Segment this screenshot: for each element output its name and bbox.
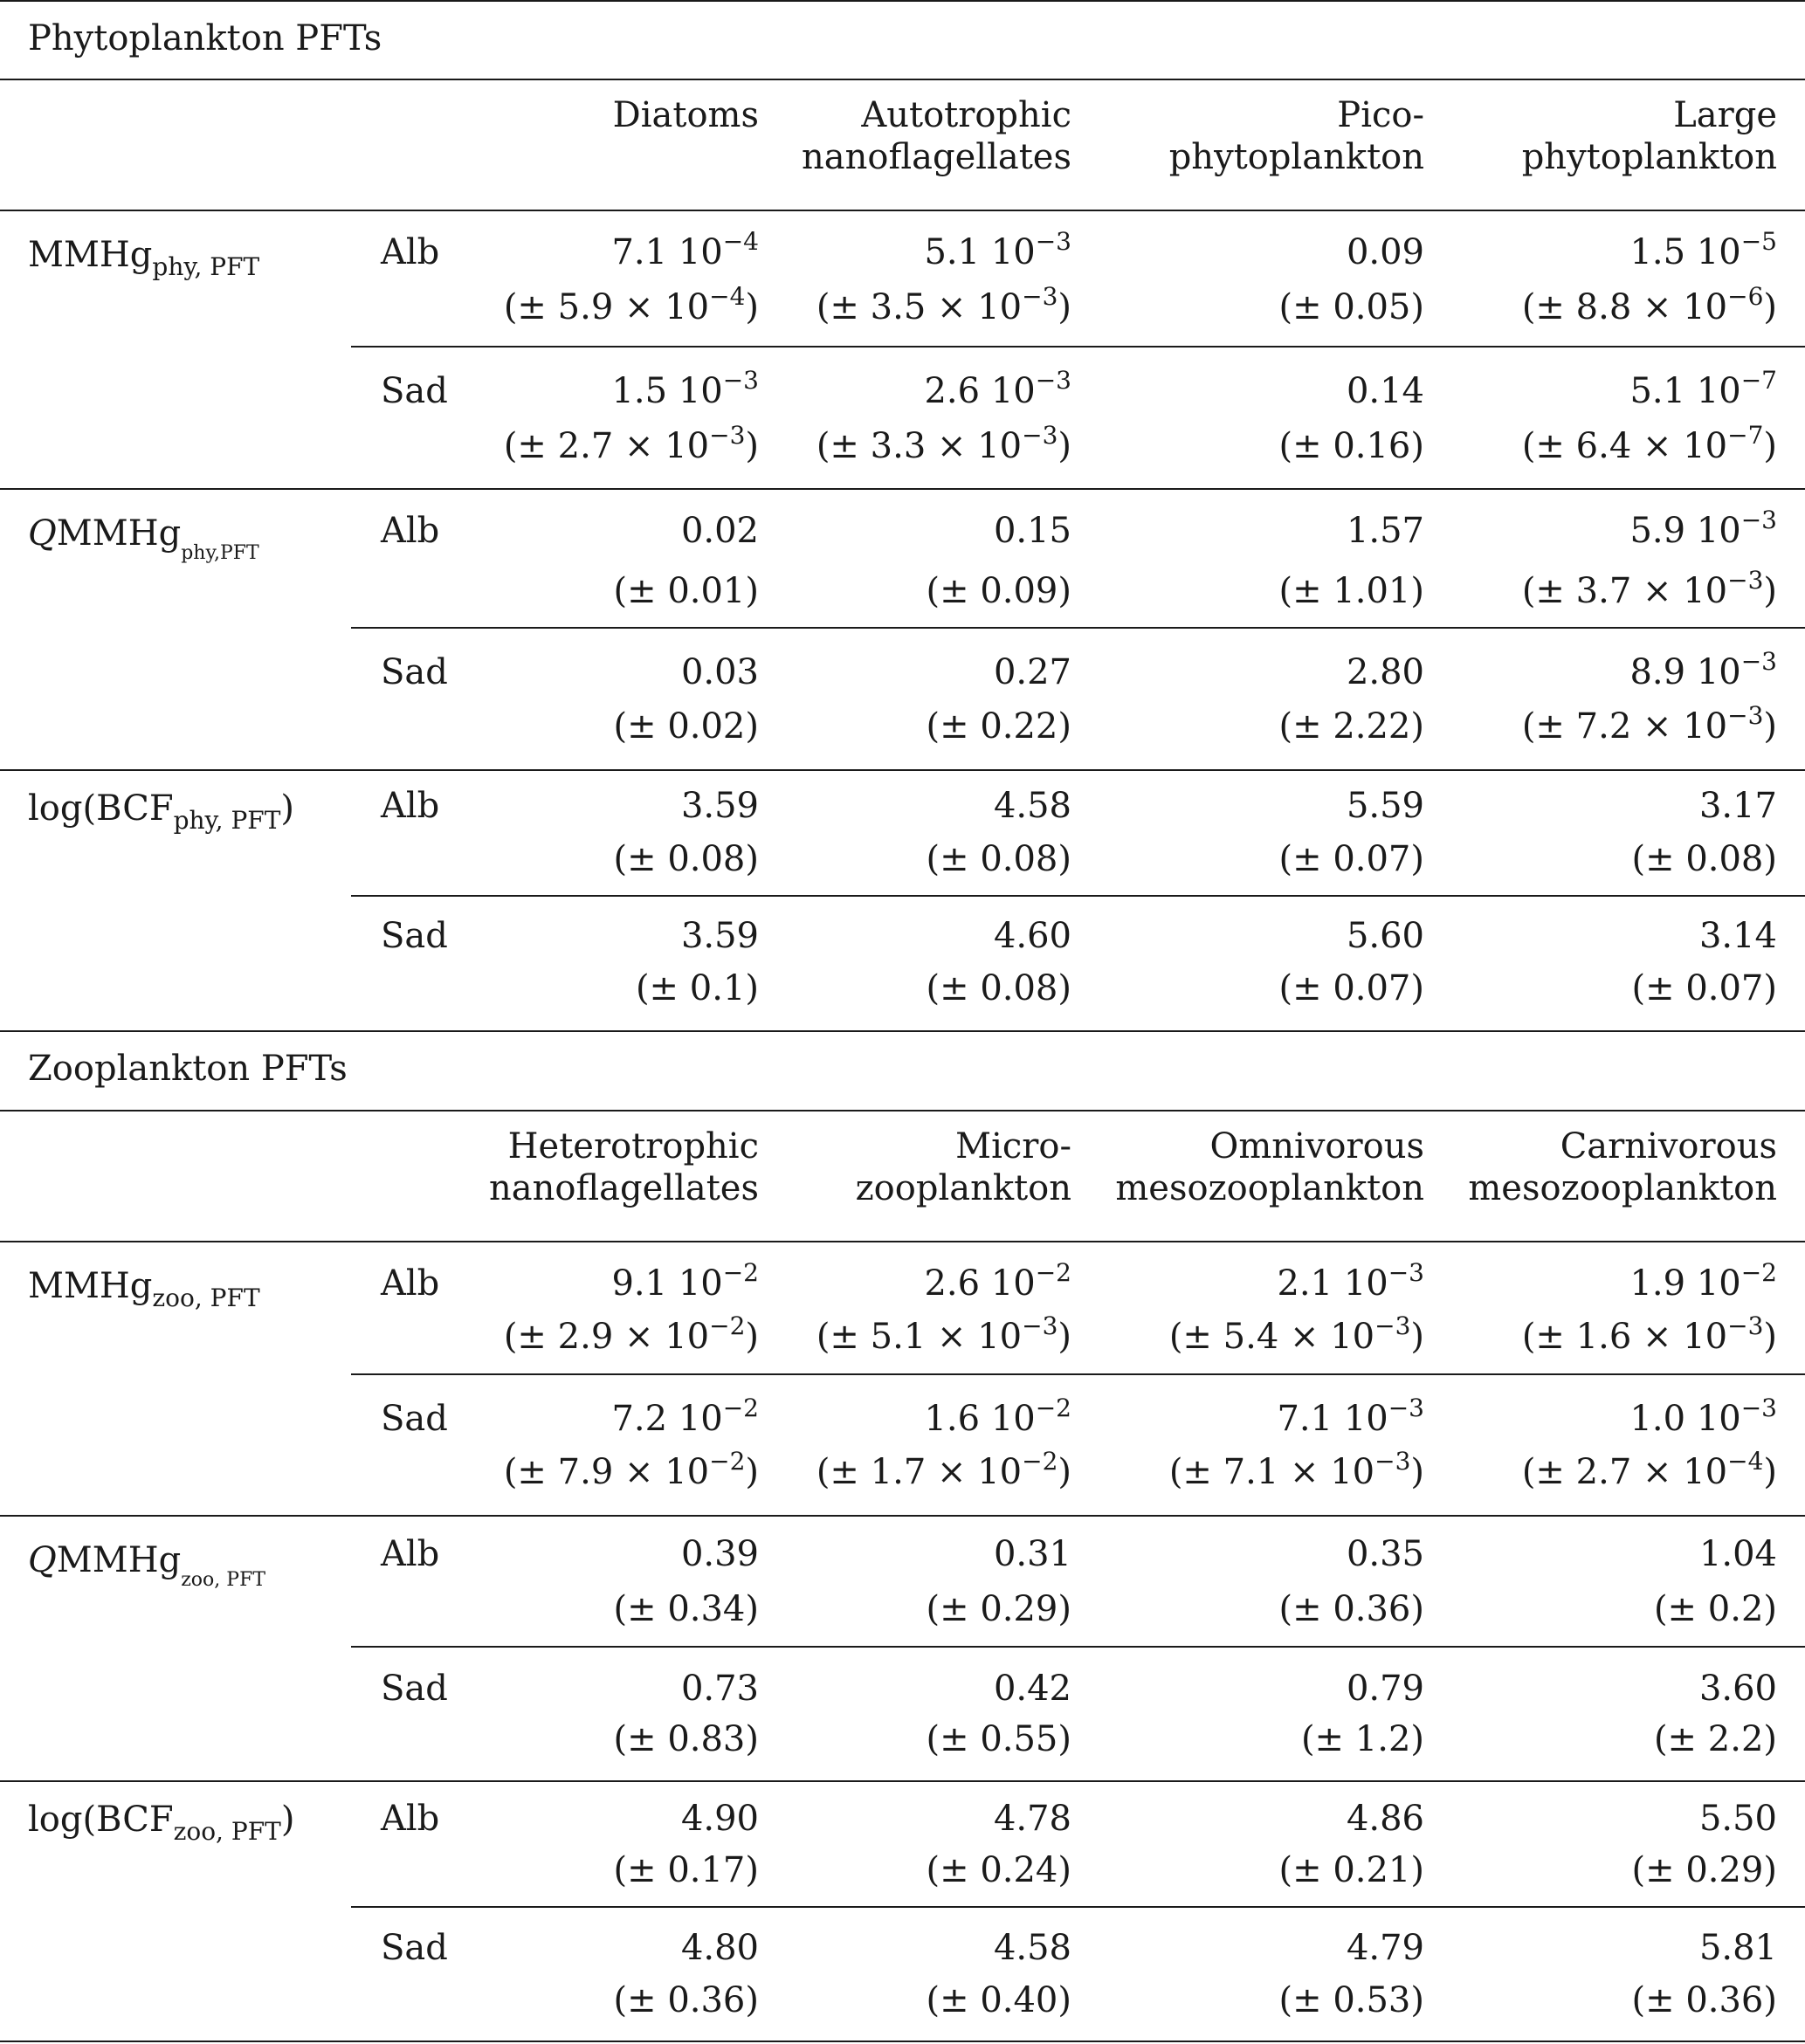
- header-phyto-3: Pico- phytoplankton: [1168, 95, 1424, 177]
- cell-value: 3.60: [1698, 1669, 1777, 1709]
- cell-value: 0.73: [680, 1669, 759, 1709]
- region-label: Alb: [381, 511, 440, 551]
- section-title-zoo: Zooplankton PFTs: [28, 1049, 348, 1089]
- cell-error: (± 0.36): [1631, 1980, 1777, 2020]
- cell-error: (± $2.7 \times 10^{-4}$): [1521, 1447, 1777, 1492]
- cell-error: (± 0.02): [613, 706, 759, 747]
- cell-value: 0.27: [993, 652, 1071, 692]
- cell-value: 0.15: [993, 511, 1071, 551]
- header-zoo-1: Heterotrophic nanoflagellates: [489, 1126, 759, 1208]
- rule-phyto-mmhg-mid: [351, 346, 1805, 348]
- cell-value: 5.60: [1346, 916, 1424, 956]
- rule-phyto-q: [0, 769, 1805, 771]
- rule-zoo-q: [0, 1780, 1805, 1782]
- cell-value: 4.80: [680, 1928, 759, 1968]
- cell-value: 7.1 $10^{-3}$: [1277, 1394, 1424, 1439]
- cell-error: (± $3.5 \times 10^{-3}$): [816, 282, 1071, 327]
- cell-error: (± $6.4 \times 10^{-7}$): [1521, 421, 1777, 466]
- region-label: Sad: [381, 652, 448, 692]
- cell-error: (± 0.34): [613, 1589, 759, 1629]
- cell-error: (± 0.55): [926, 1719, 1071, 1759]
- region-label: Alb: [381, 1534, 440, 1574]
- rule-bottom: [0, 2041, 1805, 2042]
- region-label: Alb: [381, 786, 440, 826]
- header-phyto-4: Large phytoplankton: [1521, 95, 1777, 177]
- rule-zoo-q-mid: [351, 1646, 1805, 1648]
- cell-value: 0.03: [680, 652, 759, 692]
- cell-error: (± 0.22): [926, 706, 1071, 747]
- cell-value: 8.9 $10^{-3}$: [1629, 647, 1777, 692]
- cell-value: 1.5 $10^{-3}$: [611, 366, 759, 411]
- region-label: Alb: [381, 1799, 440, 1839]
- cell-error: (± $8.8 \times 10^{-6}$): [1521, 282, 1777, 327]
- region-label: Sad: [381, 1928, 448, 1968]
- cell-error: (± $5.4 \times 10^{-3}$): [1168, 1311, 1424, 1357]
- cell-error: (± 0.36): [1278, 1589, 1424, 1629]
- row-label-phyto-mmhg: MMHg$_{phy, PFT}$: [28, 235, 260, 281]
- cell-value: 2.6 $10^{-3}$: [924, 366, 1071, 411]
- cell-value: 0.31: [993, 1534, 1071, 1574]
- cell-value: 1.0 $10^{-3}$: [1629, 1394, 1777, 1439]
- cell-value: 0.42: [993, 1669, 1071, 1709]
- cell-value: 9.1 $10^{-2}$: [611, 1258, 759, 1304]
- rule-phyto-bcf-mid: [351, 895, 1805, 897]
- cell-value: 5.81: [1698, 1928, 1777, 1968]
- cell-value: 0.79: [1346, 1669, 1424, 1709]
- header-phyto-1: Diatoms: [612, 95, 759, 135]
- rule-phyto-header: [0, 210, 1805, 211]
- cell-error: (± 1.2): [1300, 1719, 1424, 1759]
- region-label: Alb: [381, 1263, 440, 1304]
- row-label-zoo-q: QMMHg$_{_{zoo, PFT}}$: [28, 1540, 266, 1591]
- cell-value: 0.14: [1346, 371, 1424, 411]
- header-zoo-3: Omnivorous mesozooplankton: [1115, 1126, 1424, 1208]
- region-label: Sad: [381, 1399, 448, 1439]
- cell-value: 5.50: [1698, 1799, 1777, 1839]
- cell-error: (± 0.07): [1278, 839, 1424, 879]
- rule-phyto-mmhg: [0, 488, 1805, 490]
- cell-value: 4.86: [1346, 1799, 1424, 1839]
- rule-top: [0, 0, 1805, 2]
- cell-value: 4.60: [993, 916, 1071, 956]
- cell-error: (± 0.08): [926, 839, 1071, 879]
- cell-error: (± 0.2): [1653, 1589, 1777, 1629]
- cell-value: 4.79: [1346, 1928, 1424, 1968]
- cell-value: 4.58: [993, 786, 1071, 826]
- cell-error: (± 0.08): [613, 839, 759, 879]
- row-label-zoo-mmhg: MMHg$_{zoo, PFT}$: [28, 1266, 260, 1312]
- cell-error: (± 0.07): [1631, 968, 1777, 1008]
- cell-value: 5.1 $10^{-7}$: [1629, 366, 1777, 411]
- cell-value: 5.59: [1346, 786, 1424, 826]
- cell-value: 4.58: [993, 1928, 1071, 1968]
- cell-error: (± $5.9 \times 10^{-4}$): [503, 282, 759, 327]
- cell-error: (± $3.7 \times 10^{-3}$): [1521, 566, 1777, 611]
- cell-error: (± 0.08): [1631, 839, 1777, 879]
- cell-error: (± 2.22): [1278, 706, 1424, 747]
- rule-phyto-title: [0, 79, 1805, 80]
- cell-value: 2.80: [1346, 652, 1424, 692]
- cell-error: (± $3.3 \times 10^{-3}$): [816, 421, 1071, 466]
- rule-phyto-end: [0, 1030, 1805, 1032]
- cell-error: (± $7.2 \times 10^{-3}$): [1521, 701, 1777, 747]
- cell-error: (± 0.40): [926, 1980, 1071, 2020]
- header-zoo-4: Carnivorous mesozooplankton: [1468, 1126, 1777, 1208]
- cell-value: 0.35: [1346, 1534, 1424, 1574]
- cell-value: 1.57: [1346, 511, 1424, 551]
- rule-zoo-bcf-mid: [351, 1906, 1805, 1908]
- cell-error: (± $2.7 \times 10^{-3}$): [503, 421, 759, 466]
- rule-zoo-title: [0, 1110, 1805, 1111]
- cell-value: 3.59: [680, 786, 759, 826]
- row-label-phyto-q: QMMHg$_{_{phy,PFT}}$: [28, 513, 259, 564]
- cell-error: (± 0.53): [1278, 1980, 1424, 2020]
- cell-value: 1.04: [1698, 1534, 1777, 1574]
- cell-error: (± 0.07): [1278, 968, 1424, 1008]
- row-label-zoo-bcf: $\log(BCF_{zoo, PFT})$: [28, 1800, 295, 1846]
- cell-value: 3.17: [1698, 786, 1777, 826]
- region-label: Sad: [381, 371, 448, 411]
- cell-value: 2.1 $10^{-3}$: [1277, 1258, 1424, 1304]
- rule-zoo-mmhg-mid: [351, 1373, 1805, 1375]
- cell-value: 0.09: [1346, 232, 1424, 272]
- cell-error: (± 0.17): [613, 1850, 759, 1890]
- section-title-phyto: Phytoplankton PFTs: [28, 18, 382, 58]
- cell-value: 3.14: [1698, 916, 1777, 956]
- cell-error: (± 0.1): [635, 968, 759, 1008]
- cell-value: 7.1 $10^{-4}$: [611, 227, 759, 272]
- region-label: Alb: [381, 232, 440, 272]
- cell-value: 7.2 $10^{-2}$: [611, 1394, 759, 1439]
- cell-error: (± $7.1 \times 10^{-3}$): [1168, 1447, 1424, 1492]
- cell-value: 4.90: [680, 1799, 759, 1839]
- cell-error: (± 0.09): [926, 571, 1071, 611]
- cell-value: 5.9 $10^{-3}$: [1629, 506, 1777, 551]
- cell-error: (± 0.01): [613, 571, 759, 611]
- header-zoo-2: Micro- zooplankton: [855, 1126, 1071, 1208]
- cell-error: (± 0.05): [1278, 287, 1424, 327]
- cell-error: (± 0.29): [926, 1589, 1071, 1629]
- rule-phyto-q-mid: [351, 627, 1805, 629]
- cell-error: (± 0.08): [926, 968, 1071, 1008]
- cell-value: 1.5 $10^{-5}$: [1629, 227, 1777, 272]
- cell-error: (± 0.29): [1631, 1850, 1777, 1890]
- row-label-phyto-bcf: $\log(BCF_{phy, PFT})$: [28, 788, 295, 835]
- cell-error: (± 1.01): [1278, 571, 1424, 611]
- cell-value: 1.6 $10^{-2}$: [924, 1394, 1071, 1439]
- cell-value: 4.78: [993, 1799, 1071, 1839]
- cell-error: (± 0.83): [613, 1719, 759, 1759]
- cell-error: (± 0.21): [1278, 1850, 1424, 1890]
- cell-error: (± $2.9 \times 10^{-2}$): [503, 1311, 759, 1357]
- header-phyto-2: Autotrophic nanoflagellates: [802, 95, 1071, 177]
- cell-value: 0.39: [680, 1534, 759, 1574]
- cell-value: 3.59: [680, 916, 759, 956]
- cell-error: (± 0.16): [1278, 426, 1424, 466]
- cell-error: (± $5.1 \times 10^{-3}$): [816, 1311, 1071, 1357]
- rule-zoo-mmhg: [0, 1515, 1805, 1517]
- cell-error: (± 0.24): [926, 1850, 1071, 1890]
- cell-error: (± $1.7 \times 10^{-2}$): [816, 1447, 1071, 1492]
- cell-error: (± 0.36): [613, 1980, 759, 2020]
- cell-error: (± $1.6 \times 10^{-3}$): [1521, 1311, 1777, 1357]
- cell-value: 2.6 $10^{-2}$: [924, 1258, 1071, 1304]
- rule-zoo-header: [0, 1241, 1805, 1242]
- cell-value: 5.1 $10^{-3}$: [924, 227, 1071, 272]
- cell-error: (± $7.9 \times 10^{-2}$): [503, 1447, 759, 1492]
- region-label: Sad: [381, 1669, 448, 1709]
- region-label: Sad: [381, 916, 448, 956]
- cell-error: (± 2.2): [1653, 1719, 1777, 1759]
- cell-value: 0.02: [680, 511, 759, 551]
- cell-value: 1.9 $10^{-2}$: [1629, 1258, 1777, 1304]
